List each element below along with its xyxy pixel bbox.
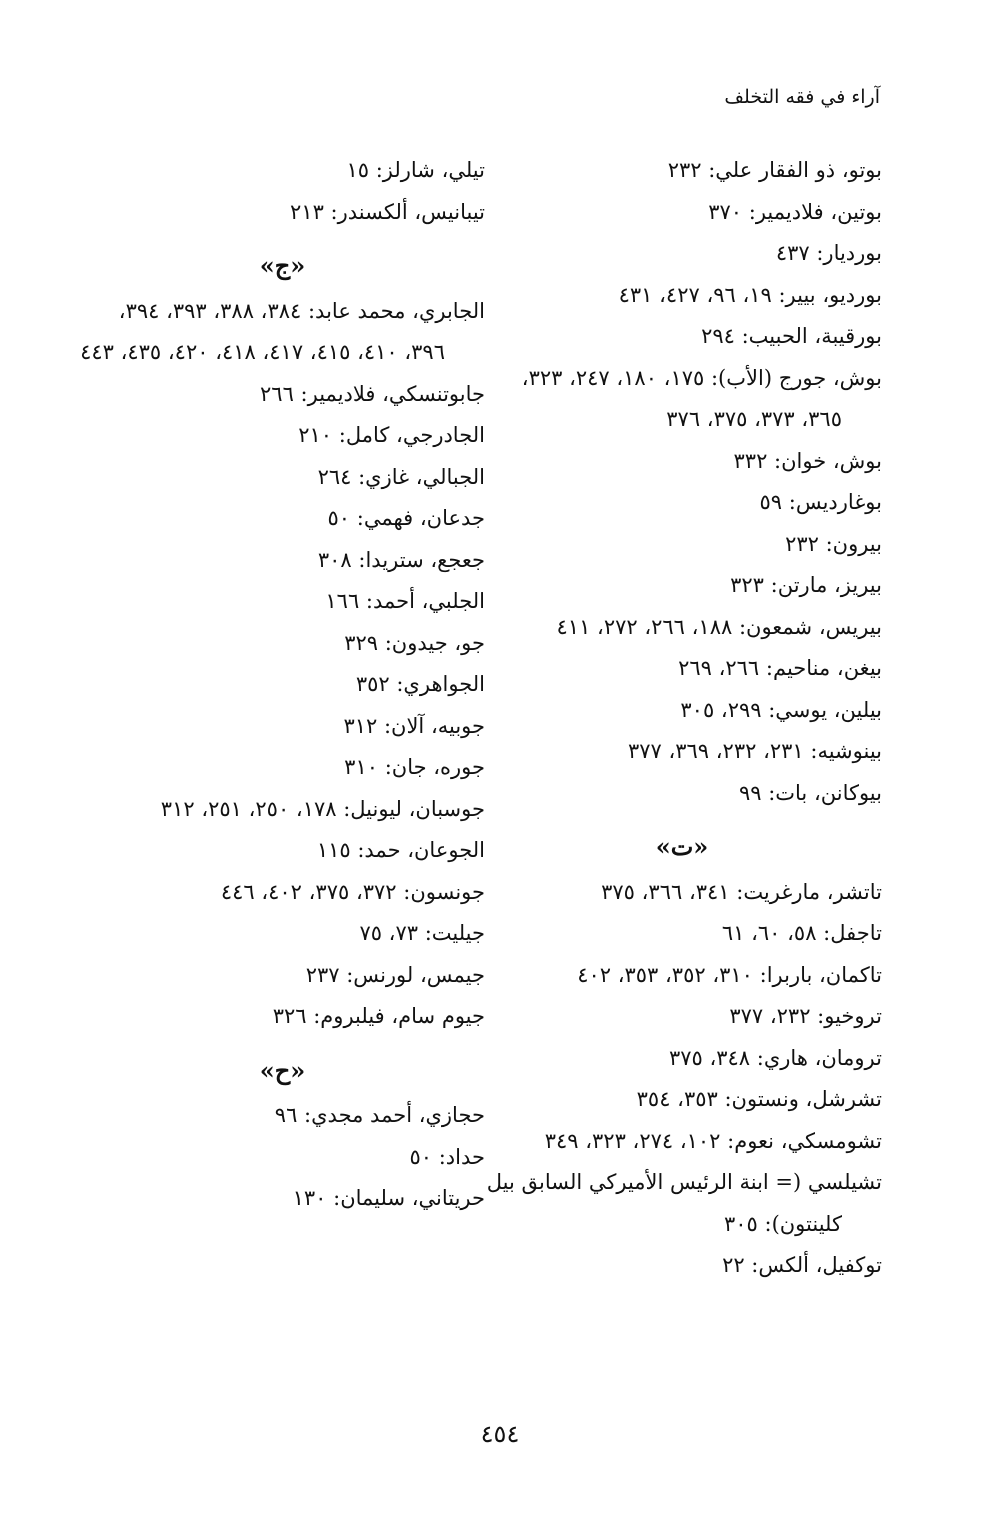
index-entry: بيغن، مناحيم: ٢٦٦، ٢٦٩: [678, 656, 882, 680]
index-entry: بورقيبة، الحبيب: ٢٩٤: [701, 324, 882, 348]
index-entry: حريتاني، سليمان: ١٣٠: [292, 1186, 485, 1210]
index-entry: تاتشر، مارغريت: ٣٤١، ٣٦٦، ٣٧٥: [601, 879, 882, 904]
index-entry: الجابري، محمد عابد: ٣٨٤، ٣٨٨، ٣٩٣، ٣٩٤، ٣٩٦، ٤١٠، ٤١٥، ٤١٧، ٤١٨، ٤٢٠، ٤٣٥، ٤٤٣: [80, 298, 485, 364]
index-entry: الجوعان، حمد: ١١٥: [316, 838, 485, 862]
index-entry: جونسون: ٣٧٢، ٣٧٥، ٤٠٢، ٤٤٦: [220, 879, 485, 904]
index-section-b: [482, 150, 882, 814]
index-entry: الجادرجي، كامل: ٢١٠: [298, 423, 485, 447]
index-entry: تروخيو: ٢٣٢، ٣٧٧: [729, 1004, 882, 1028]
index-entry: تاجفل: ٥٨، ٦٠، ٦١: [721, 921, 882, 945]
index-entry: الجواهري: ٣٥٢: [355, 672, 485, 696]
index-entry: حجازي، أحمد مجدي: ٩٦: [274, 1103, 485, 1127]
section-heading-h: «ح»: [259, 1055, 306, 1085]
index-entry: الجلبي، أحمد: ١٦٦: [325, 589, 485, 613]
index-entry: جو، جيدون: ٣٢٩: [344, 630, 485, 655]
index-entry: تشرشل، ونستون: ٣٥٣، ٣٥٤: [636, 1087, 882, 1111]
index-entry: جوره، جان: ٣١٠: [344, 755, 485, 779]
index-column-right: [482, 150, 882, 1287]
index-section-t: [482, 872, 882, 1287]
index-entry: جعجع، ستريدا: ٣٠٨: [317, 547, 485, 572]
index-entry: جدعان، فهمي: ٥٠: [327, 506, 485, 530]
index-entry: بوتين، فلاديمير: ٣٧٠: [708, 199, 882, 224]
index-entry: بينوشيه: ٢٣١، ٢٣٢، ٣٦٩، ٣٧٧: [627, 739, 882, 763]
page-number: ٤٥٤: [480, 1420, 520, 1448]
index-entry: جوسبان، ليونيل: ١٧٨، ٢٥٠، ٢٥١، ٣١٢: [160, 796, 485, 821]
index-column-left: [80, 150, 485, 1220]
index-entry: جيليت: ٧٣، ٧٥: [359, 921, 485, 945]
index-entry: بيلين، يوسي: ٢٩٩، ٣٠٥: [680, 697, 882, 722]
index-entry: بيريس، شمعون: ١٨٨، ٢٦٦، ٢٧٢، ٤١١: [556, 614, 882, 639]
index-entry: تيبانيس، ألكسندر: ٢١٣: [290, 199, 485, 224]
index-entry: جوبيه، آلان: ٣١٢: [343, 713, 485, 738]
index-entry: الجبالي، غازي: ٢٦٤: [317, 464, 485, 489]
index-entry: بيوكانن، بات: ٩٩: [738, 780, 882, 805]
index-entry: بوردیو، بییر: ١٩، ٩٦، ٤٢٧، ٤٣١: [618, 282, 882, 307]
index-entry: حداد: ٥٠: [409, 1144, 485, 1169]
index-section-t-continued: [80, 150, 485, 233]
index-entry: بوش، خوان: ٣٣٢: [733, 448, 882, 473]
index-entry: بورديار: ٤٣٧: [775, 241, 882, 265]
index-section-j: [80, 291, 485, 1038]
index-entry: ترومان، هاري: ٣٤٨، ٣٧٥: [668, 1045, 882, 1070]
index-entry: بوغارديس: ٥٩: [759, 490, 882, 514]
index-entry: تاكمان، باربرا: ٣١٠، ٣٥٢، ٣٥٣، ٤٠٢: [577, 962, 882, 987]
index-entry: جابوتنسكي، فلاديمير: ٢٦٦: [260, 381, 485, 406]
index-entry: تشيلسي (= ابنة الرئيس الأميركي السابق بيل كلينتون): ٣٠٥: [486, 1170, 882, 1236]
index-section-h: [80, 1095, 485, 1220]
index-entry: جيوم سام، فيلبروم: ٣٢٦: [272, 1004, 485, 1028]
index-entry: تيلي، شارلز: ١٥: [346, 158, 485, 182]
section-heading-j: «ج»: [259, 251, 306, 280]
index-entry: جيمس، لورنس: ٢٣٧: [305, 962, 485, 987]
index-entry: بوتو، ذو الفقار علي: ٢٣٢: [667, 158, 882, 182]
index-entry: توكفيل، ألكس: ٢٢: [722, 1253, 882, 1277]
index-entry: تشومسكي، نعوم: ١٠٢، ٢٧٤، ٣٢٣، ٣٤٩: [544, 1128, 882, 1153]
section-heading-t: «ت»: [655, 832, 709, 861]
index-entry: بيرون: ٢٣٢: [785, 531, 882, 556]
running-head: آراء في فقه التخلف: [724, 86, 880, 108]
index-entry: بيريز، مارتن: ٣٢٣: [730, 573, 882, 597]
index-entry: بوش، جورج (الأب): ١٧٥، ١٨٠، ٢٤٧، ٣٢٣، ٣٦٥، ٣٧٣، ٣٧٥، ٣٧٦: [521, 365, 882, 431]
